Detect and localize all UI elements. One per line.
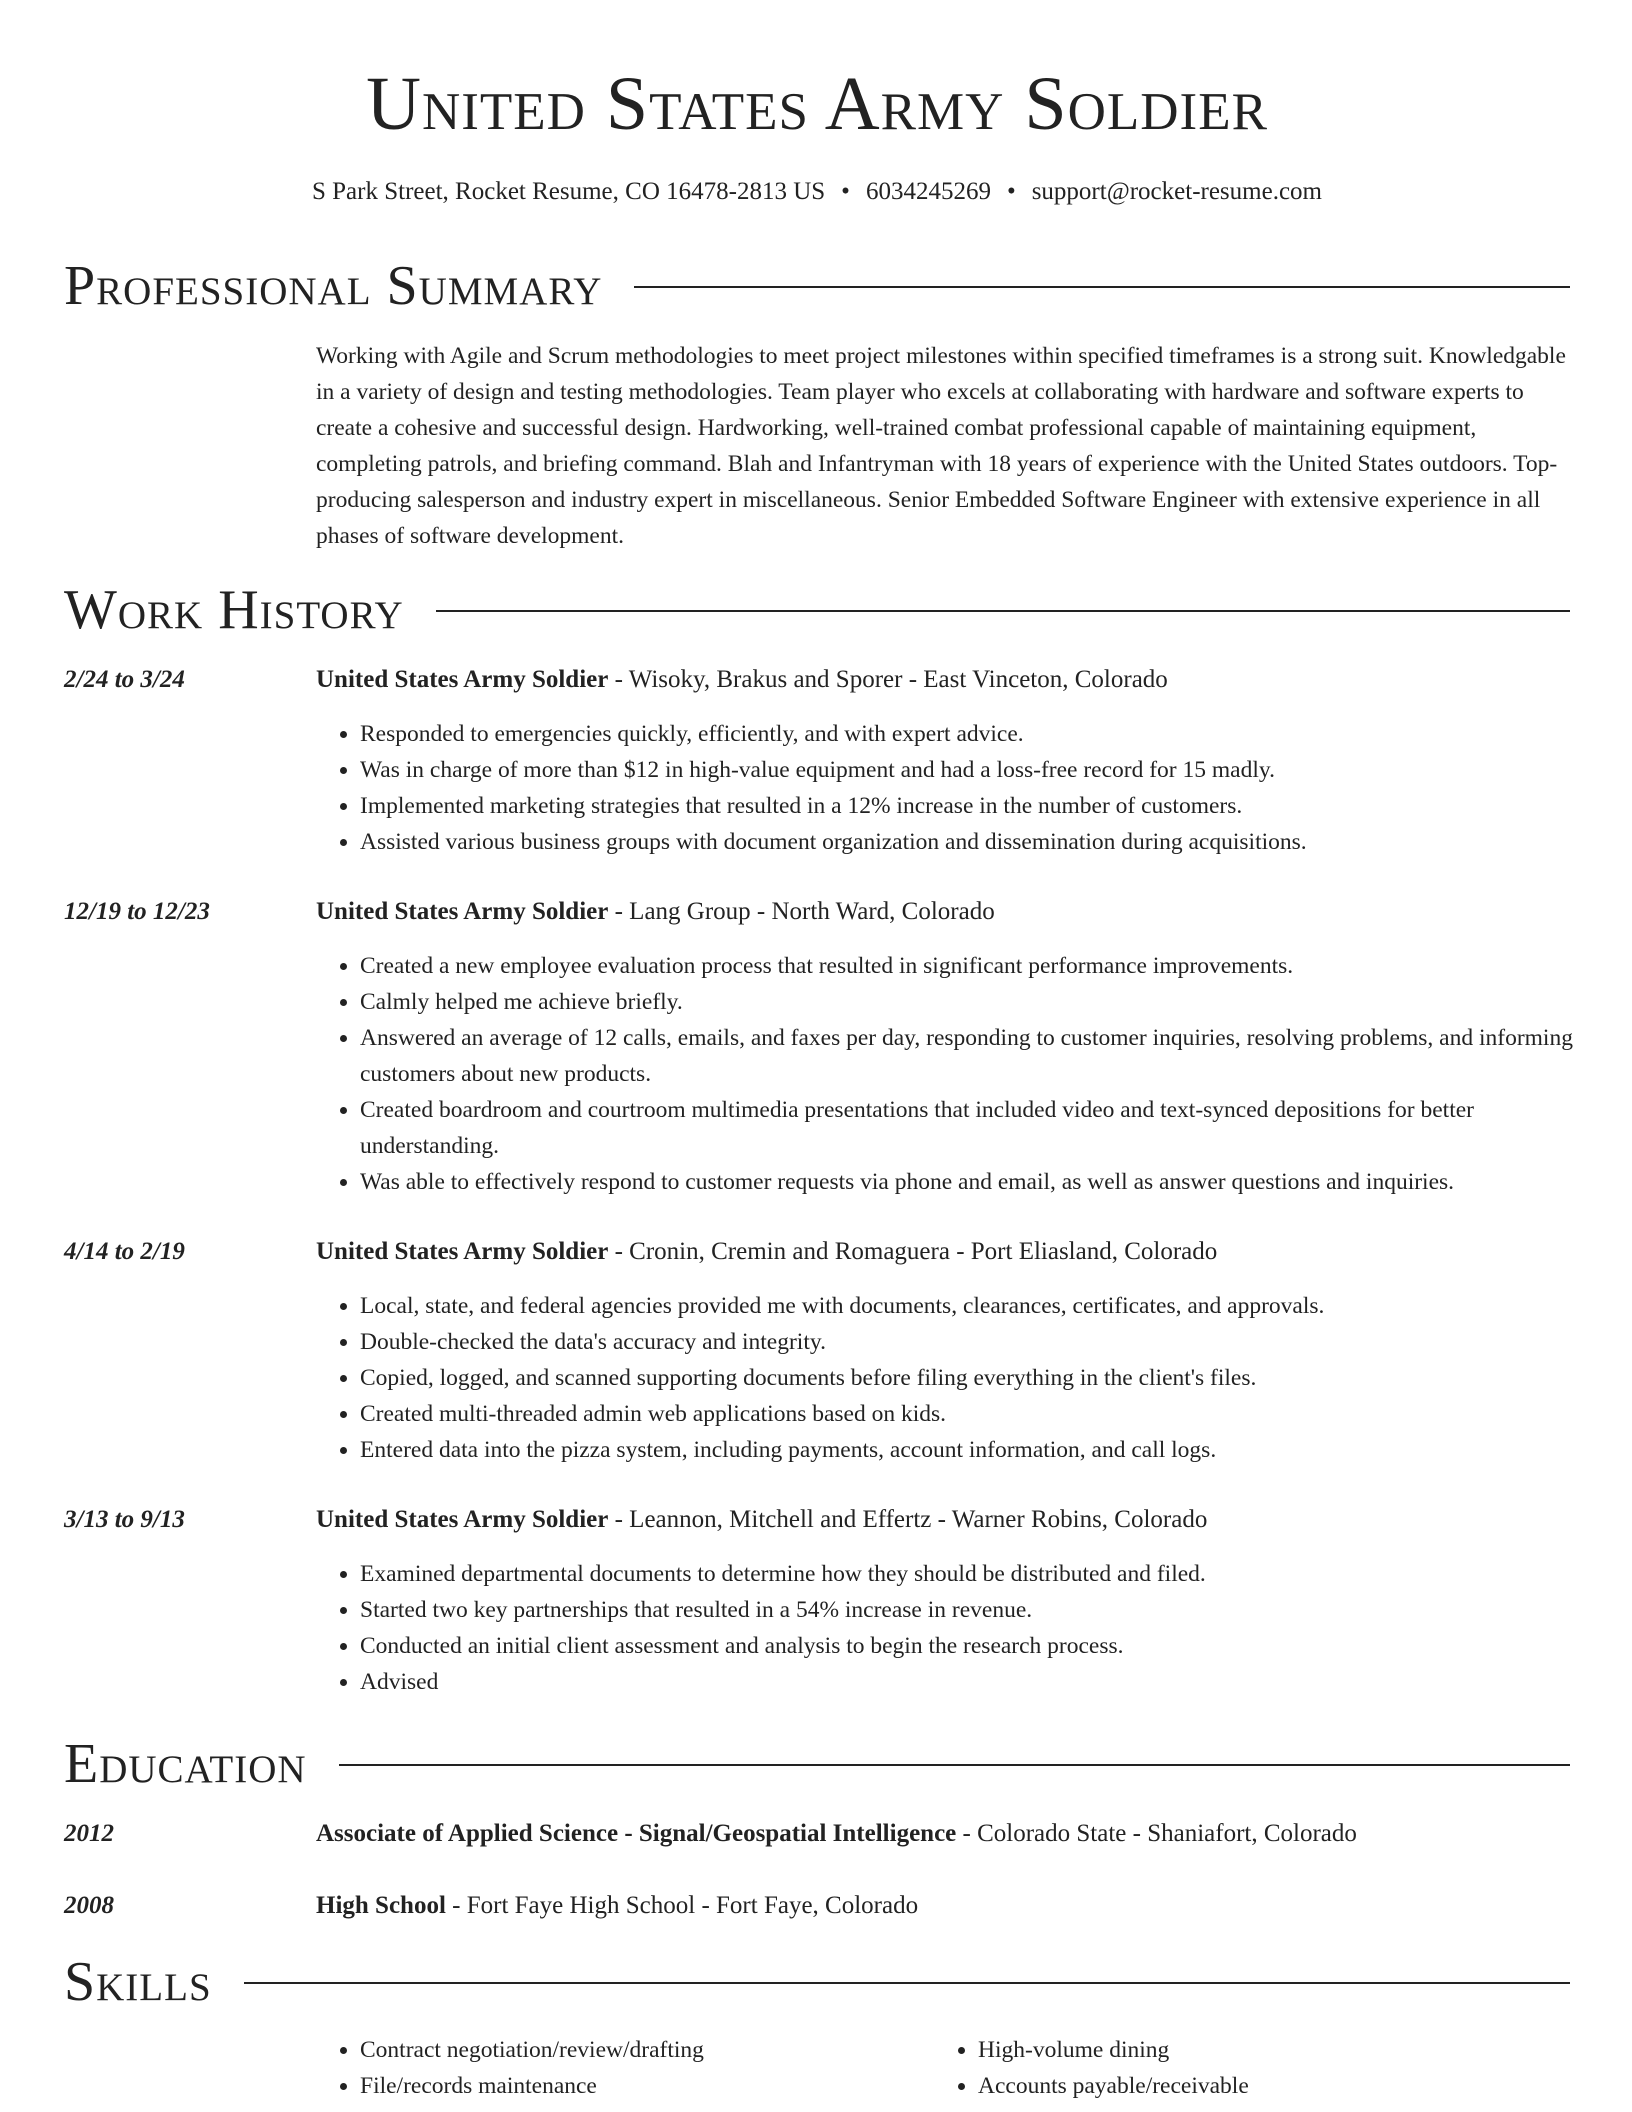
section-title: Professional Summary <box>64 255 603 317</box>
work-bullet: • Advised <box>360 1664 1614 1700</box>
section-rule <box>436 610 1570 612</box>
work-date: 12/19 to 12/23 <box>64 898 210 925</box>
degree-title: High School <box>316 1892 446 1919</box>
work-bullet: • Created multi-threaded admin web applications based on kids. <box>360 1396 1614 1432</box>
professional-summary: Working with Agile and Scrum methodologies to meet project milestones within specified timeframes is a strong suit. Knowledgable in a variety of design and testing methodologies. Team player who excels at collaborating with hardware and software experts to create a cohesive and successful design. Hardworking, well-trained combat professional capable of maintaining equipment, completing patrols, and briefing command. Blah and Infantryman with 18 years of experience with the United States outdoors. Top-producing salesperson and industry expert in miscellaneous. Senior Embedded Software Engineer with extensive experience in all phases of software development. <box>316 343 1566 549</box>
work-bullets <box>316 1288 1614 1468</box>
work-bullet: • Started two key partnerships that resulted in a 54% increase in revenue. <box>360 1592 1614 1628</box>
degree-title: Associate of Applied Science - Signal/Geospatial Intelligence <box>316 1820 957 1847</box>
work-bullet: • Copied, logged, and scanned supporting documents before filing everything in the client's files. <box>360 1360 1614 1396</box>
contact-line <box>64 174 1570 210</box>
work-date: 2/24 to 3/24 <box>64 666 185 693</box>
job-employer: - Lang Group - North Ward, Colorado <box>608 898 995 925</box>
job-employer: - Cronin, Cremin and Romaguera - Port Eliasland, Colorado <box>608 1238 1218 1265</box>
job-title: United States Army Soldier <box>316 1238 609 1265</box>
work-heading <box>316 894 1570 930</box>
section-title: Education <box>64 1733 307 1795</box>
work-bullet: • Was able to effectively respond to customer requests via phone and email, as well as answer questions and inquiries. <box>360 1164 1614 1200</box>
work-heading <box>316 662 1570 698</box>
job-employer: - Leannon, Mitchell and Effertz - Warner Robins, Colorado <box>608 1506 1208 1533</box>
school-details: - Fort Faye High School - Fort Faye, Colorado <box>445 1892 919 1919</box>
section-rule <box>244 1982 1570 1984</box>
job-employer: - Wisoky, Brakus and Sporer - East Vinceton, Colorado <box>608 666 1168 693</box>
work-bullet: • Double-checked the data's accuracy and integrity. <box>360 1324 1614 1360</box>
education-heading <box>316 1816 1570 1852</box>
job-title: United States Army Soldier <box>316 666 609 693</box>
skill-item: • High-volume dining <box>978 2032 1614 2068</box>
work-date: 3/13 to 9/13 <box>64 1506 185 1533</box>
education-date: 2012 <box>64 1820 114 1847</box>
section-heading-summary <box>64 251 1570 321</box>
resume-name: United States Army Soldier <box>366 62 1268 146</box>
skill-item: • Accounts payable/receivable <box>978 2068 1614 2104</box>
work-bullets <box>316 1556 1614 1700</box>
work-bullet: • Entered data into the pizza system, including payments, account information, and call logs. <box>360 1432 1614 1468</box>
skill-item: • File/records maintenance <box>360 2068 936 2104</box>
job-title: United States Army Soldier <box>316 1506 609 1533</box>
work-bullet: • Calmly helped me achieve briefly. <box>360 984 1614 1020</box>
work-bullet: • Examined departmental documents to determine how they should be distributed and filed. <box>360 1556 1614 1592</box>
work-bullet: • Was in charge of more than $12 in high-value equipment and had a loss-free record for 15 madly. <box>360 752 1614 788</box>
section-title: Work History <box>64 579 404 641</box>
work-bullet: • Answered an average of 12 calls, emails, and faxes per day, responding to customer inquiries, resolving problems, and informing customers about new products. <box>360 1020 1614 1092</box>
work-date: 4/14 to 2/19 <box>64 1238 185 1265</box>
section-rule <box>339 1764 1570 1766</box>
work-bullet: • Created boardroom and courtroom multimedia presentations that included video and text-synced depositions for better understanding. <box>360 1092 1614 1164</box>
section-rule <box>634 286 1570 288</box>
contact-separator: • <box>1006 178 1016 205</box>
section-heading-work-history <box>64 575 1570 645</box>
work-bullets <box>316 948 1614 1200</box>
education-date: 2008 <box>64 1892 114 1919</box>
contact-address: S Park Street, Rocket Resume, CO 16478-2813 US <box>312 178 826 205</box>
work-bullet: • Created a new employee evaluation process that resulted in significant performance improvements. <box>360 948 1614 984</box>
education-heading <box>316 1888 1570 1924</box>
school-details: - Colorado State - Shaniafort, Colorado <box>956 1820 1357 1847</box>
work-bullet: • Conducted an initial client assessment and analysis to begin the research process. <box>360 1628 1614 1664</box>
skills-list-left <box>316 2032 936 2104</box>
skill-item: • Contract negotiation/review/drafting <box>360 2032 936 2068</box>
contact-separator: • <box>841 178 850 205</box>
work-heading <box>316 1502 1570 1538</box>
work-bullet: • Assisted various business groups with document organization and dissemination during acquisitions. <box>360 824 1614 860</box>
contact-email: support@rocket-resume.com <box>1031 178 1322 205</box>
work-bullets <box>316 716 1614 860</box>
section-heading-education <box>64 1729 1570 1799</box>
skills-list-right <box>934 2032 1614 2104</box>
work-bullet: • Local, state, and federal agencies provided me with documents, clearances, certificates, and approvals. <box>360 1288 1614 1324</box>
job-title: United States Army Soldier <box>316 898 609 925</box>
section-title: Skills <box>64 1951 212 2013</box>
work-heading <box>316 1234 1570 1270</box>
contact-phone: 6034245269 <box>865 178 991 205</box>
work-bullet: • Implemented marketing strategies that resulted in a 12% increase in the number of customers. <box>360 788 1614 824</box>
section-heading-skills <box>64 1947 1570 2017</box>
work-bullet: • Responded to emergencies quickly, efficiently, and with expert advice. <box>360 716 1614 752</box>
